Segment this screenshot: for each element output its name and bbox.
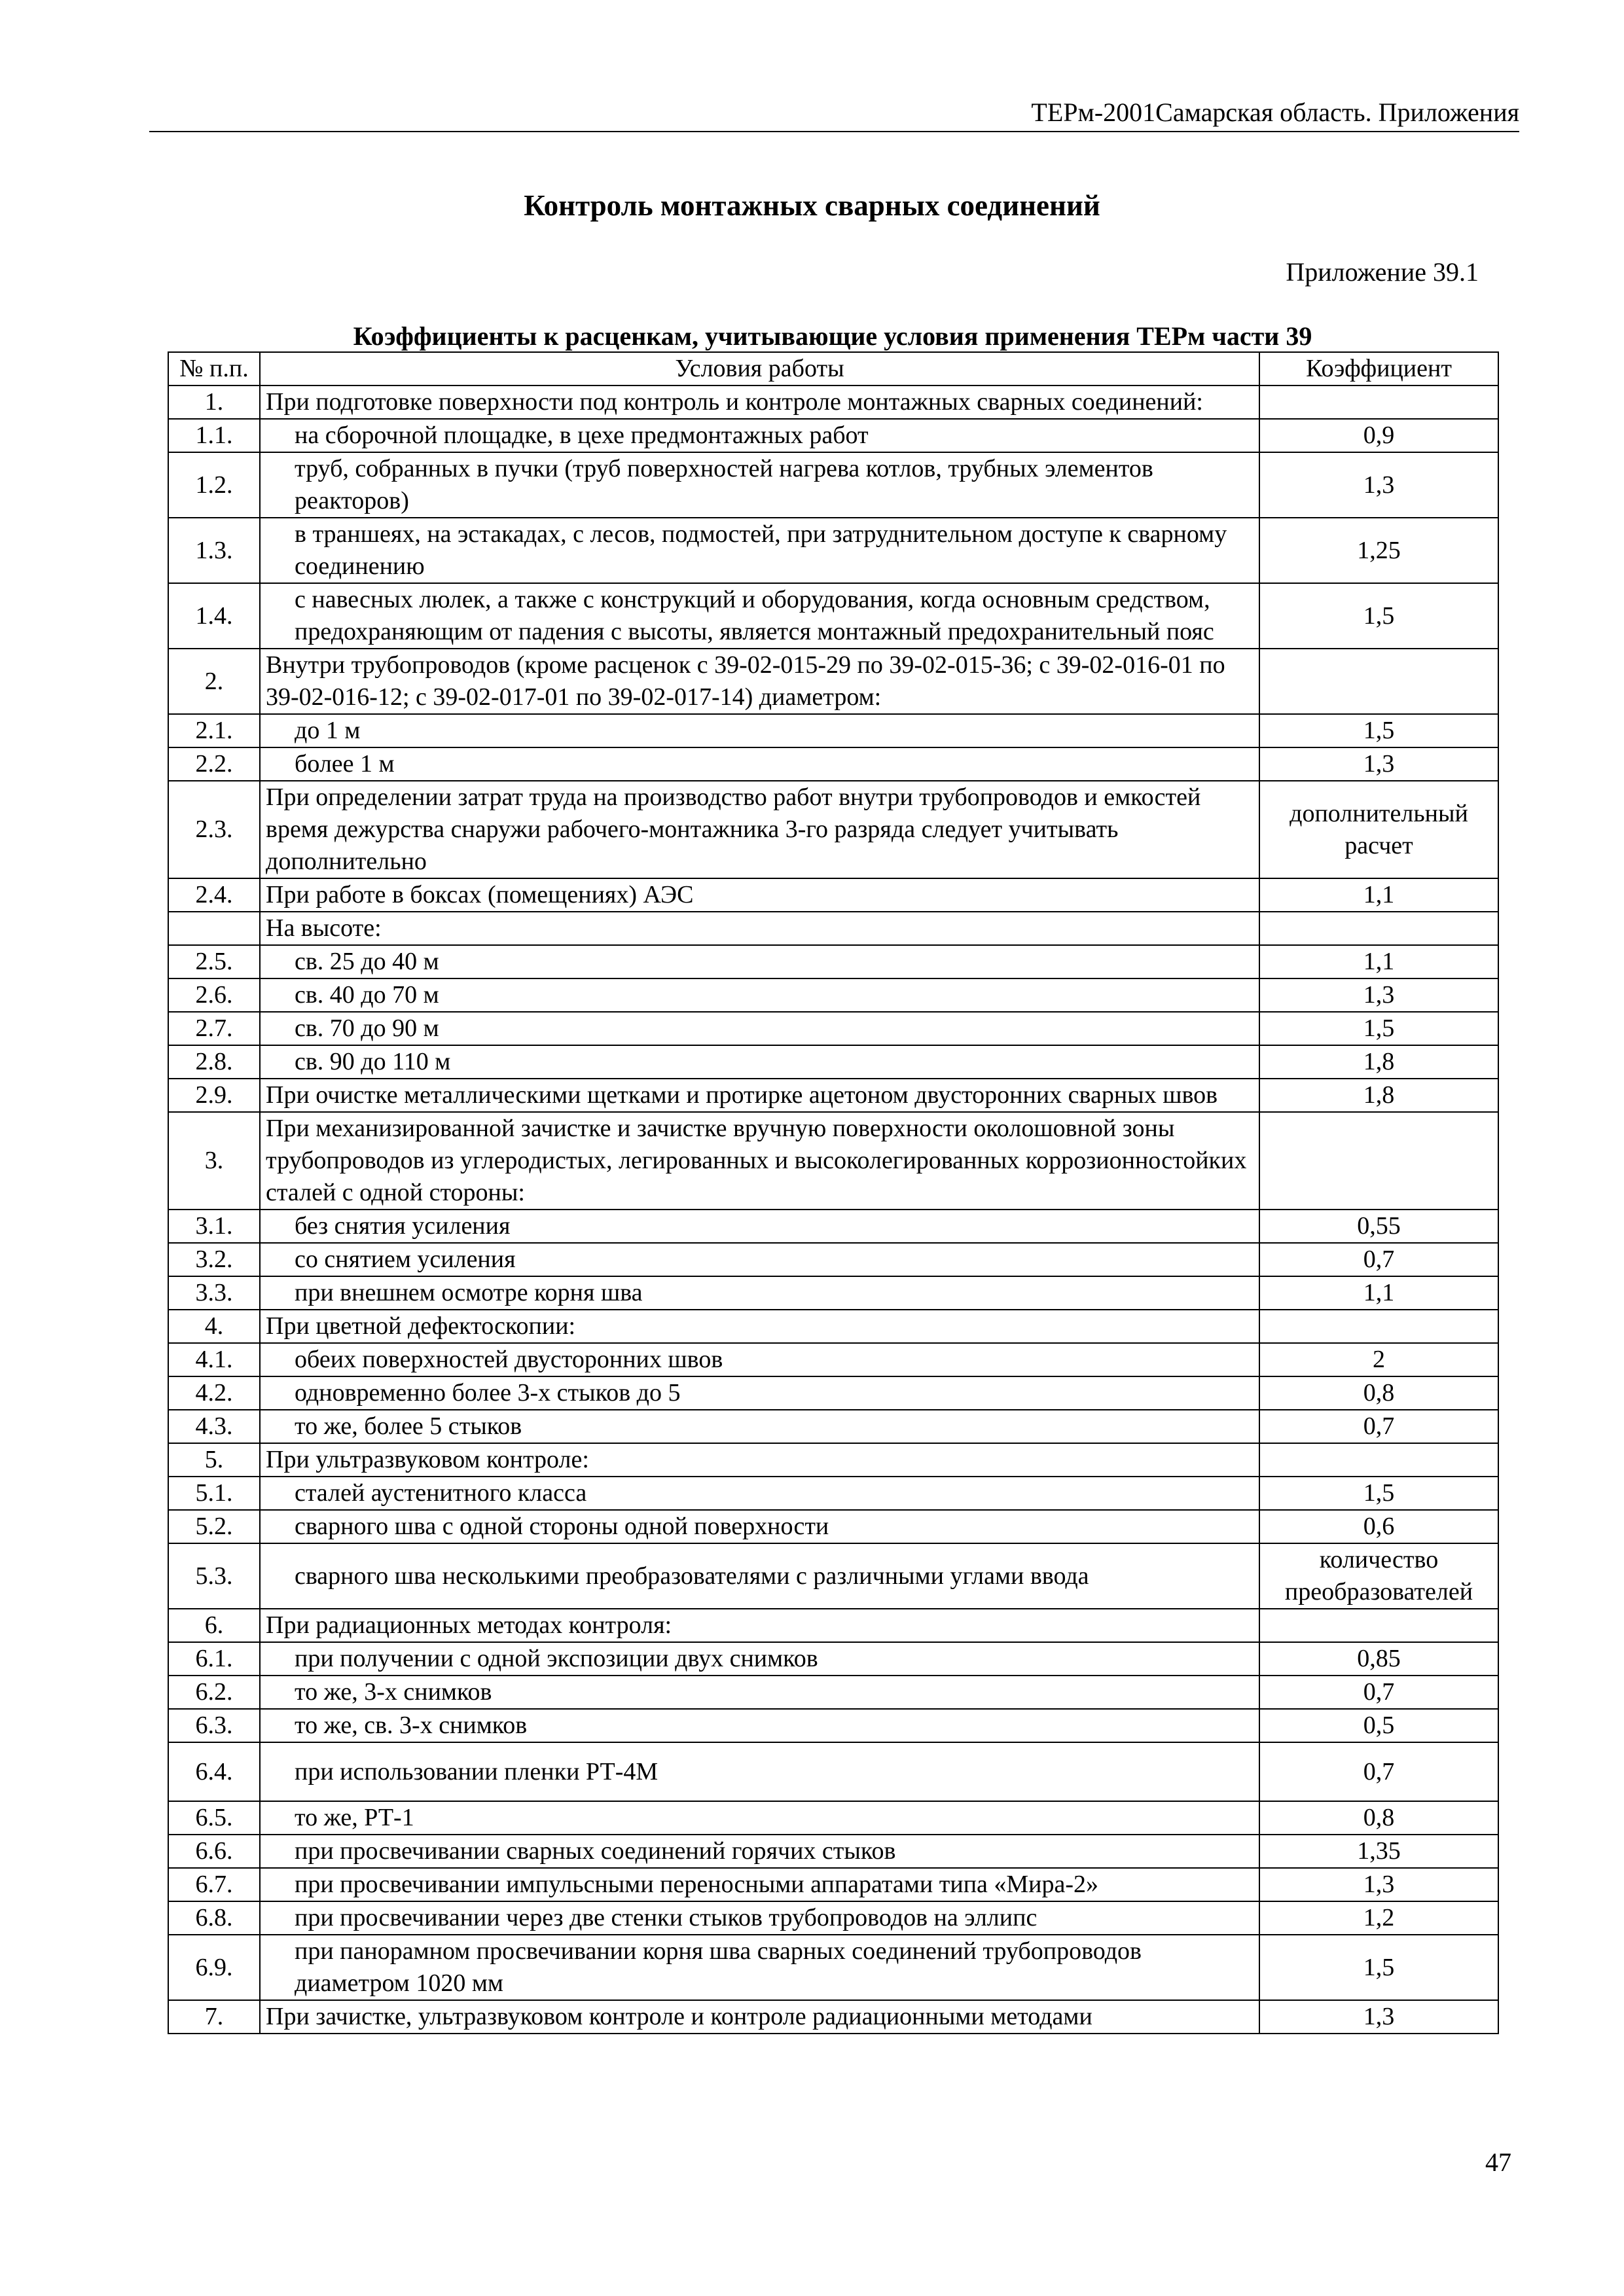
table-row	[168, 978, 1498, 1012]
row-num: 3.3.	[168, 1276, 260, 1310]
row-num: 1.4.	[168, 583, 260, 649]
row-num: 2.1.	[168, 714, 260, 747]
row-num: 2.3.	[168, 781, 260, 878]
row-coef: 1,5	[1259, 1012, 1498, 1045]
row-coef: 1,5	[1259, 714, 1498, 747]
row-condition: со снятием усиления	[260, 1243, 1259, 1276]
row-num: 2.9.	[168, 1079, 260, 1112]
row-num: 6.6.	[168, 1835, 260, 1868]
row-condition: При работе в боксах (помещениях) АЭС	[260, 878, 1259, 912]
header-rule	[149, 131, 1519, 132]
row-num: 1.	[168, 386, 260, 419]
header-coef: Коэффициент	[1259, 352, 1498, 386]
table-row	[168, 945, 1498, 978]
table-row	[168, 1835, 1498, 1868]
table-row	[168, 649, 1498, 714]
row-coef: 1,3	[1259, 1868, 1498, 1901]
row-condition: Внутри трубопроводов (кроме расценок с 39-02-015-29 по 39-02-015-36; с 39-02-016-01 по 39-02-016-12; с 39-02-017-01 по 39-02-017-14) диаметром:	[260, 649, 1259, 714]
row-coef: 0,85	[1259, 1642, 1498, 1676]
table-row	[168, 2000, 1498, 2034]
table-row	[168, 1310, 1498, 1343]
row-coef: 1,3	[1259, 978, 1498, 1012]
row-coef	[1259, 1112, 1498, 1210]
table-row	[168, 912, 1498, 945]
row-coef: 0,7	[1259, 1676, 1498, 1709]
row-condition: в траншеях, на эстакадах, с лесов, подмостей, при затруднительном доступе к сварному соединению	[260, 518, 1259, 583]
table-row	[168, 1642, 1498, 1676]
row-coef	[1259, 386, 1498, 419]
row-condition: то же, более 5 стыков	[260, 1410, 1259, 1443]
row-condition: сталей аустенитного класса	[260, 1477, 1259, 1510]
header-condition: Условия работы	[260, 352, 1259, 386]
row-num	[168, 912, 260, 945]
table-row	[168, 747, 1498, 781]
row-condition: с навесных люлек, а также с конструкций и оборудования, когда основным средством, предохраняющим от падения с высоты, является монтажный предохранительный пояс	[260, 583, 1259, 649]
row-num: 3.1.	[168, 1210, 260, 1243]
row-condition: при внешнем осмотре корня шва	[260, 1276, 1259, 1310]
table-row	[168, 1868, 1498, 1901]
row-coef: 1,1	[1259, 945, 1498, 978]
row-coef: 1,35	[1259, 1835, 1498, 1868]
row-condition: то же, св. 3-х снимков	[260, 1709, 1259, 1742]
row-num: 6.4.	[168, 1742, 260, 1801]
table-row	[168, 1012, 1498, 1045]
table-row	[168, 1510, 1498, 1543]
row-coef: 1,3	[1259, 452, 1498, 518]
table-row	[168, 1901, 1498, 1935]
row-condition: св. 70 до 90 м	[260, 1012, 1259, 1045]
table-row	[168, 1609, 1498, 1642]
table-row	[168, 1935, 1498, 2000]
row-coef: 1,5	[1259, 1935, 1498, 2000]
table-row	[168, 1410, 1498, 1443]
row-condition: при просвечивании сварных соединений горячих стыков	[260, 1835, 1259, 1868]
row-coef: 0,7	[1259, 1243, 1498, 1276]
row-condition: то же, РТ-1	[260, 1801, 1259, 1835]
row-coef: 0,9	[1259, 419, 1498, 452]
table-row	[168, 1045, 1498, 1079]
table-row	[168, 714, 1498, 747]
row-num: 7.	[168, 2000, 260, 2034]
row-coef: 0,5	[1259, 1709, 1498, 1742]
table-row	[168, 1742, 1498, 1801]
row-num: 2.4.	[168, 878, 260, 912]
row-coef	[1259, 1310, 1498, 1343]
table-header-row	[168, 352, 1498, 386]
table-row	[168, 452, 1498, 518]
row-num: 1.3.	[168, 518, 260, 583]
row-num: 5.	[168, 1443, 260, 1477]
row-condition: При очистке металлическими щетками и протирке ацетоном двусторонних сварных швов	[260, 1079, 1259, 1112]
row-condition: при получении с одной экспозиции двух снимков	[260, 1642, 1259, 1676]
row-coef: 0,7	[1259, 1742, 1498, 1801]
row-num: 5.3.	[168, 1543, 260, 1609]
row-condition: при панорамном просвечивании корня шва сварных соединений трубопроводов диаметром 1020 мм	[260, 1935, 1259, 2000]
table-row	[168, 781, 1498, 878]
table-row	[168, 386, 1498, 419]
table-row	[168, 1443, 1498, 1477]
row-condition: при просвечивании через две стенки стыков трубопроводов на эллипс	[260, 1901, 1259, 1935]
table-row	[168, 1801, 1498, 1835]
row-condition: сварного шва с одной стороны одной поверхности	[260, 1510, 1259, 1543]
row-condition: более 1 м	[260, 747, 1259, 781]
row-condition: при просвечивании импульсными переносными аппаратами типа «Мира-2»	[260, 1868, 1259, 1901]
row-condition: При ультразвуковом контроле:	[260, 1443, 1259, 1477]
row-condition: св. 25 до 40 м	[260, 945, 1259, 978]
row-condition: При определении затрат труда на производство работ внутри трубопроводов и емкостей время дежурства снаружи рабочего-монтажника 3-го разряда следует учитывать дополнительно	[260, 781, 1259, 878]
table-row	[168, 1376, 1498, 1410]
table-row	[168, 1112, 1498, 1210]
row-coef	[1259, 1443, 1498, 1477]
row-condition: без снятия усиления	[260, 1210, 1259, 1243]
row-coef: 0,6	[1259, 1510, 1498, 1543]
row-num: 3.	[168, 1112, 260, 1210]
row-coef: 1,25	[1259, 518, 1498, 583]
row-coef: 1,1	[1259, 1276, 1498, 1310]
page-title: Контроль монтажных сварных соединений	[524, 189, 1100, 222]
row-condition: св. 40 до 70 м	[260, 978, 1259, 1012]
header-num: № п.п.	[168, 352, 260, 386]
table-row	[168, 583, 1498, 649]
table-row	[168, 1543, 1498, 1609]
table-row	[168, 1079, 1498, 1112]
row-num: 5.1.	[168, 1477, 260, 1510]
row-coef: 0,8	[1259, 1376, 1498, 1410]
row-condition: св. 90 до 110 м	[260, 1045, 1259, 1079]
coefficients-table	[168, 351, 1499, 2034]
row-coef: 2	[1259, 1343, 1498, 1376]
row-coef: 0,55	[1259, 1210, 1498, 1243]
row-num: 2.	[168, 649, 260, 714]
row-condition: то же, 3-х снимков	[260, 1676, 1259, 1709]
row-num: 6.	[168, 1609, 260, 1642]
row-condition: обеих поверхностей двусторонних швов	[260, 1343, 1259, 1376]
row-num: 4.1.	[168, 1343, 260, 1376]
row-condition: труб, собранных в пучки (труб поверхностей нагрева котлов, трубных элементов реакторов)	[260, 452, 1259, 518]
row-condition: до 1 м	[260, 714, 1259, 747]
row-num: 6.1.	[168, 1642, 260, 1676]
row-coef	[1259, 1609, 1498, 1642]
table-caption: Коэффициенты к расценкам, учитывающие условия применения ТЕРм части 39	[353, 321, 1312, 351]
row-num: 2.7.	[168, 1012, 260, 1045]
row-condition: на сборочной площадке, в цехе предмонтажных работ	[260, 419, 1259, 452]
row-num: 3.2.	[168, 1243, 260, 1276]
table-row	[168, 1210, 1498, 1243]
table-row	[168, 1709, 1498, 1742]
row-num: 6.8.	[168, 1901, 260, 1935]
row-coef: 1,5	[1259, 1477, 1498, 1510]
row-num: 4.2.	[168, 1376, 260, 1410]
table-row	[168, 1243, 1498, 1276]
table-row	[168, 1276, 1498, 1310]
row-condition: При механизированной зачистке и зачистке вручную поверхности околошовной зоны трубопроводов из углеродистых, легированных и высоколегированных коррозионностойких сталей с одной стороны:	[260, 1112, 1259, 1210]
table-row	[168, 1343, 1498, 1376]
row-coef: 1,3	[1259, 747, 1498, 781]
row-coef	[1259, 912, 1498, 945]
row-coef: 1,8	[1259, 1045, 1498, 1079]
row-coef: количество преобразователей	[1259, 1543, 1498, 1609]
row-num: 2.2.	[168, 747, 260, 781]
table-row	[168, 419, 1498, 452]
row-num: 2.5.	[168, 945, 260, 978]
row-num: 6.3.	[168, 1709, 260, 1742]
row-num: 5.2.	[168, 1510, 260, 1543]
appendix-label: Приложение 39.1	[1286, 257, 1479, 287]
row-coef: 1,8	[1259, 1079, 1498, 1112]
table-row	[168, 1676, 1498, 1709]
row-coef: 1,1	[1259, 878, 1498, 912]
row-coef	[1259, 649, 1498, 714]
table-row	[168, 878, 1498, 912]
row-num: 4.3.	[168, 1410, 260, 1443]
row-condition: При радиационных методах контроля:	[260, 1609, 1259, 1642]
row-num: 6.2.	[168, 1676, 260, 1709]
row-coef: 1,2	[1259, 1901, 1498, 1935]
row-condition: сварного шва несколькими преобразователями с различными углами ввода	[260, 1543, 1259, 1609]
row-num: 6.7.	[168, 1868, 260, 1901]
row-num: 4.	[168, 1310, 260, 1343]
row-condition: На высоте:	[260, 912, 1259, 945]
row-coef: 1,3	[1259, 2000, 1498, 2034]
row-num: 1.1.	[168, 419, 260, 452]
row-condition: При подготовке поверхности под контроль и контроле монтажных сварных соединений:	[260, 386, 1259, 419]
row-num: 6.5.	[168, 1801, 260, 1835]
table-body	[168, 386, 1498, 2034]
row-num: 6.9.	[168, 1935, 260, 2000]
row-condition: при использовании пленки РТ-4М	[260, 1742, 1259, 1801]
page-number: 47	[1485, 2147, 1511, 2177]
table-row	[168, 518, 1498, 583]
row-num: 1.2.	[168, 452, 260, 518]
table-row	[168, 1477, 1498, 1510]
row-num: 2.8.	[168, 1045, 260, 1079]
row-coef: 0,7	[1259, 1410, 1498, 1443]
row-condition: При цветной дефектоскопии:	[260, 1310, 1259, 1343]
row-coef: дополнительный расчет	[1259, 781, 1498, 878]
row-coef: 0,8	[1259, 1801, 1498, 1835]
running-header: ТЕРм-2001Самарская область. Приложения	[1031, 98, 1519, 127]
row-condition: одновременно более 3-х стыков до 5	[260, 1376, 1259, 1410]
row-condition: При зачистке, ультразвуковом контроле и контроле радиационными методами	[260, 2000, 1259, 2034]
row-num: 2.6.	[168, 978, 260, 1012]
row-coef: 1,5	[1259, 583, 1498, 649]
